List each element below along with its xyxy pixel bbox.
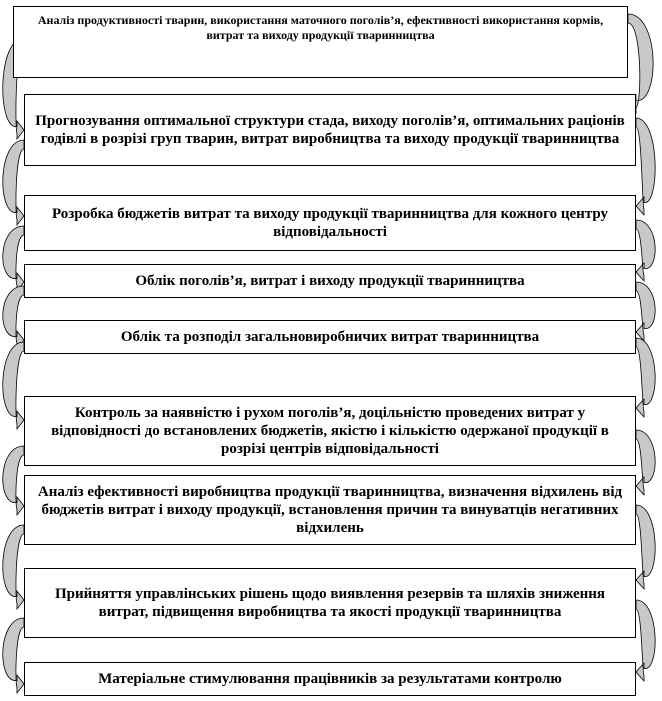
step-box-5 <box>24 320 636 354</box>
step-text-2: Прогнозування оптимальної структури стада, виходу поголів’я, оптимальних раціонів годівлі в розрізі груп тварин, витрат виробництва та виходу продукції тваринництва <box>35 112 625 147</box>
step-box-6 <box>24 396 636 466</box>
right-curved-arrow-15 <box>636 600 655 681</box>
step-box-2 <box>24 94 636 166</box>
left-curved-arrow-12 <box>3 446 24 515</box>
right-curved-arrow-11 <box>636 430 655 495</box>
left-curved-arrow-6 <box>3 226 24 291</box>
left-curved-arrow-16 <box>3 618 24 693</box>
step-box-4 <box>24 264 636 298</box>
step-text-3: Розробка бюджетів витрат та виходу продукції тваринництва для кожного центру відповідальності <box>51 205 609 240</box>
step-text-8: Прийняття управлінських рішень щодо виявлення резервів та шляхів зниження витрат, підвищення виробництва та якості продукції тваринництва <box>54 585 606 620</box>
step-box-3 <box>24 195 636 251</box>
left-curved-arrow-14 <box>3 525 24 609</box>
step-text-7: Аналіз ефективності виробництва продукції тваринництва, визначення відхилень від бюджетів витрат і виходу продукції, встановлення причин та винуватців негативних відхилень <box>37 483 623 537</box>
step-box-7 <box>24 475 636 545</box>
step-box-1 <box>13 6 628 78</box>
step-box-9 <box>24 662 636 696</box>
left-curved-arrow-10 <box>3 342 24 429</box>
step-text-6: Контроль за наявністю і рухом поголів’я, доцільністю проведених витрат у відповідності до встановлених бюджетів, якістю і кількістю одержаної продукції в розрізі центрів відповідальності <box>51 404 609 458</box>
step-box-8 <box>24 568 636 638</box>
right-curved-arrow-9 <box>636 338 655 417</box>
step-text-9: Матеріальне стимулювання працівників за результатами контролю <box>98 670 562 687</box>
step-text-1: Аналіз продуктивності тварин, використання маточного поголів’я, ефективності використання кормів, витрат та виходу продукції тваринництва <box>37 13 604 42</box>
left-curved-arrow-8 <box>3 286 24 349</box>
left-curved-arrow-4 <box>3 140 24 225</box>
right-curved-arrow-7 <box>636 282 655 341</box>
right-curved-arrow-3 <box>636 118 655 215</box>
step-text-5: Облік та розподіл загальновиробничих витрат тваринництва <box>120 328 540 345</box>
step-text-4: Облік поголів’я, витрат і виходу продукції тваринництва <box>135 272 525 289</box>
right-curved-arrow-5 <box>636 220 655 281</box>
right-curved-arrow-13 <box>636 505 655 589</box>
